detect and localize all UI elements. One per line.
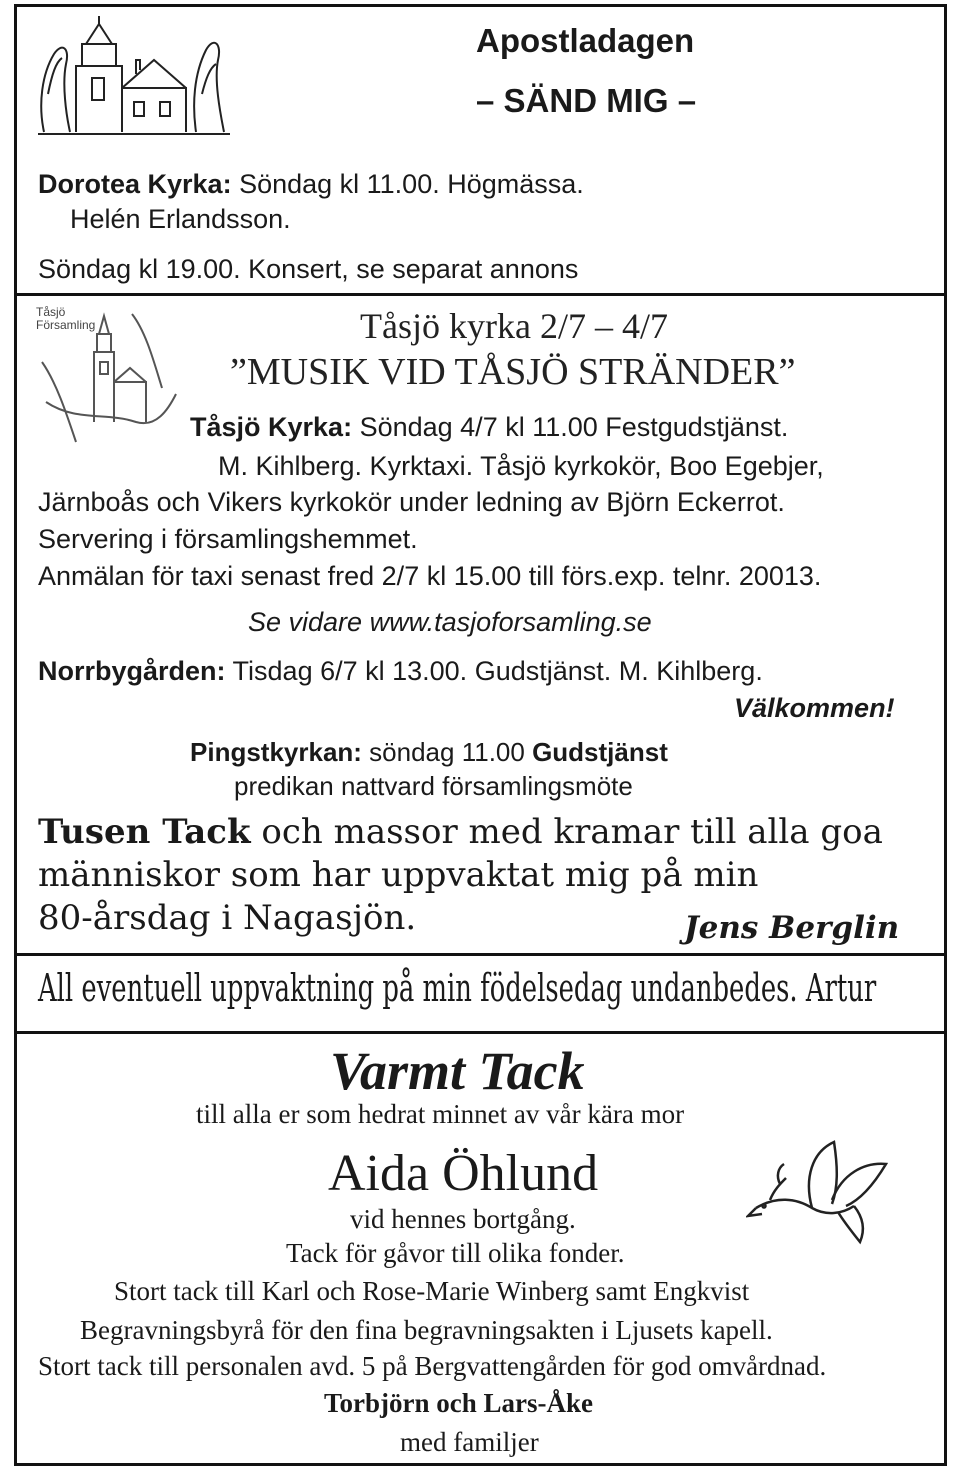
signers: Torbjörn och Lars-Åke — [324, 1388, 594, 1418]
tasjo-line-5: Anmälan för taxi senast fred 2/7 kl 15.00 till förs.exp. telnr. 20013. — [38, 561, 822, 591]
tusen-line-1 — [38, 812, 883, 852]
pingst-text: söndag 11.00 — [361, 737, 533, 767]
divider-3 — [14, 1031, 947, 1034]
tasjo-title: Tåsjö kyrka 2/7 – 4/7 — [360, 306, 668, 346]
dorotea-line-2: Helén Erlandsson. — [70, 204, 291, 234]
church-map-icon — [36, 302, 186, 447]
norrby-text: Tisdag 6/7 kl 13.00. Gudstjänst. M. Kihlberg. — [225, 656, 763, 686]
varmt-line-5: Begravningsbyrå för den fina begravningsakten i Ljusets kapell. — [80, 1315, 773, 1345]
dorotea-line — [38, 169, 584, 200]
varmt-line-4: Stort tack till Karl och Rose-Marie Winberg samt Engkvist — [114, 1276, 750, 1306]
apostla-title: Apostladagen — [476, 22, 695, 59]
tasjo-line-2: M. Kihlberg. Kyrktaxi. Tåsjö kyrkokör, Boo Egebjer, — [218, 451, 824, 481]
dove-icon — [746, 1138, 896, 1248]
pingst-line — [190, 737, 668, 768]
tusen-signature: Jens Berglin — [684, 910, 900, 946]
tusen-line-3: 80-årsdag i Nagasjön. — [38, 898, 417, 938]
tusen-bold: Tusen Tack — [38, 812, 251, 852]
dorotea-text: Söndag kl 11.00. Högmässa. — [231, 169, 584, 199]
divider-2 — [14, 953, 947, 956]
church-illustration-icon — [36, 14, 232, 144]
tasjo-logo-text: Tåsjö Församling — [36, 305, 96, 332]
varmt-line-6: Stort tack till personalen avd. 5 på Bergvattengården för god omvårdnad. — [38, 1351, 827, 1381]
tasjo-subtitle: ”MUSIK VID TÅSJÖ STRÄNDER” — [230, 351, 796, 393]
tasjo-line-3: Järnboås och Vikers kyrkokör under ledning av Björn Eckerrot. — [38, 487, 785, 517]
divider-1 — [14, 293, 947, 296]
artur-notice: All eventuell uppvaktning på min födelsedag undanbedes. Artur — [38, 966, 877, 1010]
tasjo-kyrka-label: Tåsjö Kyrka: — [190, 412, 353, 442]
pingst-label: Pingstkyrkan: — [190, 737, 362, 767]
dorotea-line-3: Söndag kl 19.00. Konsert, se separat annons — [38, 254, 579, 284]
norrby-label: Norrbygården: — [38, 656, 226, 686]
tasjo-kyrka-line — [190, 412, 788, 443]
signers-family: med familjer — [400, 1427, 539, 1457]
tusen-line-2: människor som har uppvaktat mig på min — [38, 855, 759, 895]
apostla-subtitle: – SÄND MIG – — [476, 82, 697, 119]
welcome-text: Välkommen! — [734, 693, 895, 723]
deceased-name: Aida Öhlund — [328, 1145, 599, 1202]
pingst-line-2: predikan nattvard församlingsmöte — [234, 771, 633, 801]
tusen-rest: och massor med kramar till alla goa — [250, 812, 883, 852]
varmt-line-1: till alla er som hedrat minnet av vår kära mor — [196, 1099, 685, 1129]
varmt-line-3: Tack för gåvor till olika fonder. — [286, 1238, 625, 1268]
dorotea-label: Dorotea Kyrka: — [38, 169, 232, 199]
tasjo-kyrka-text: Söndag 4/7 kl 11.00 Festgudstjänst. — [352, 412, 789, 442]
varmt-line-2: vid hennes bortgång. — [350, 1204, 576, 1234]
norrby-line — [38, 656, 763, 687]
pingst-gudstjanst: Gudstjänst — [532, 737, 668, 767]
tasjo-line-4: Servering i församlingshemmet. — [38, 524, 418, 554]
tasjo-web-link: Se vidare www.tasjoforsamling.se — [248, 607, 652, 637]
varmt-title: Varmt Tack — [330, 1041, 585, 1101]
tasjo-logo — [36, 302, 186, 447]
